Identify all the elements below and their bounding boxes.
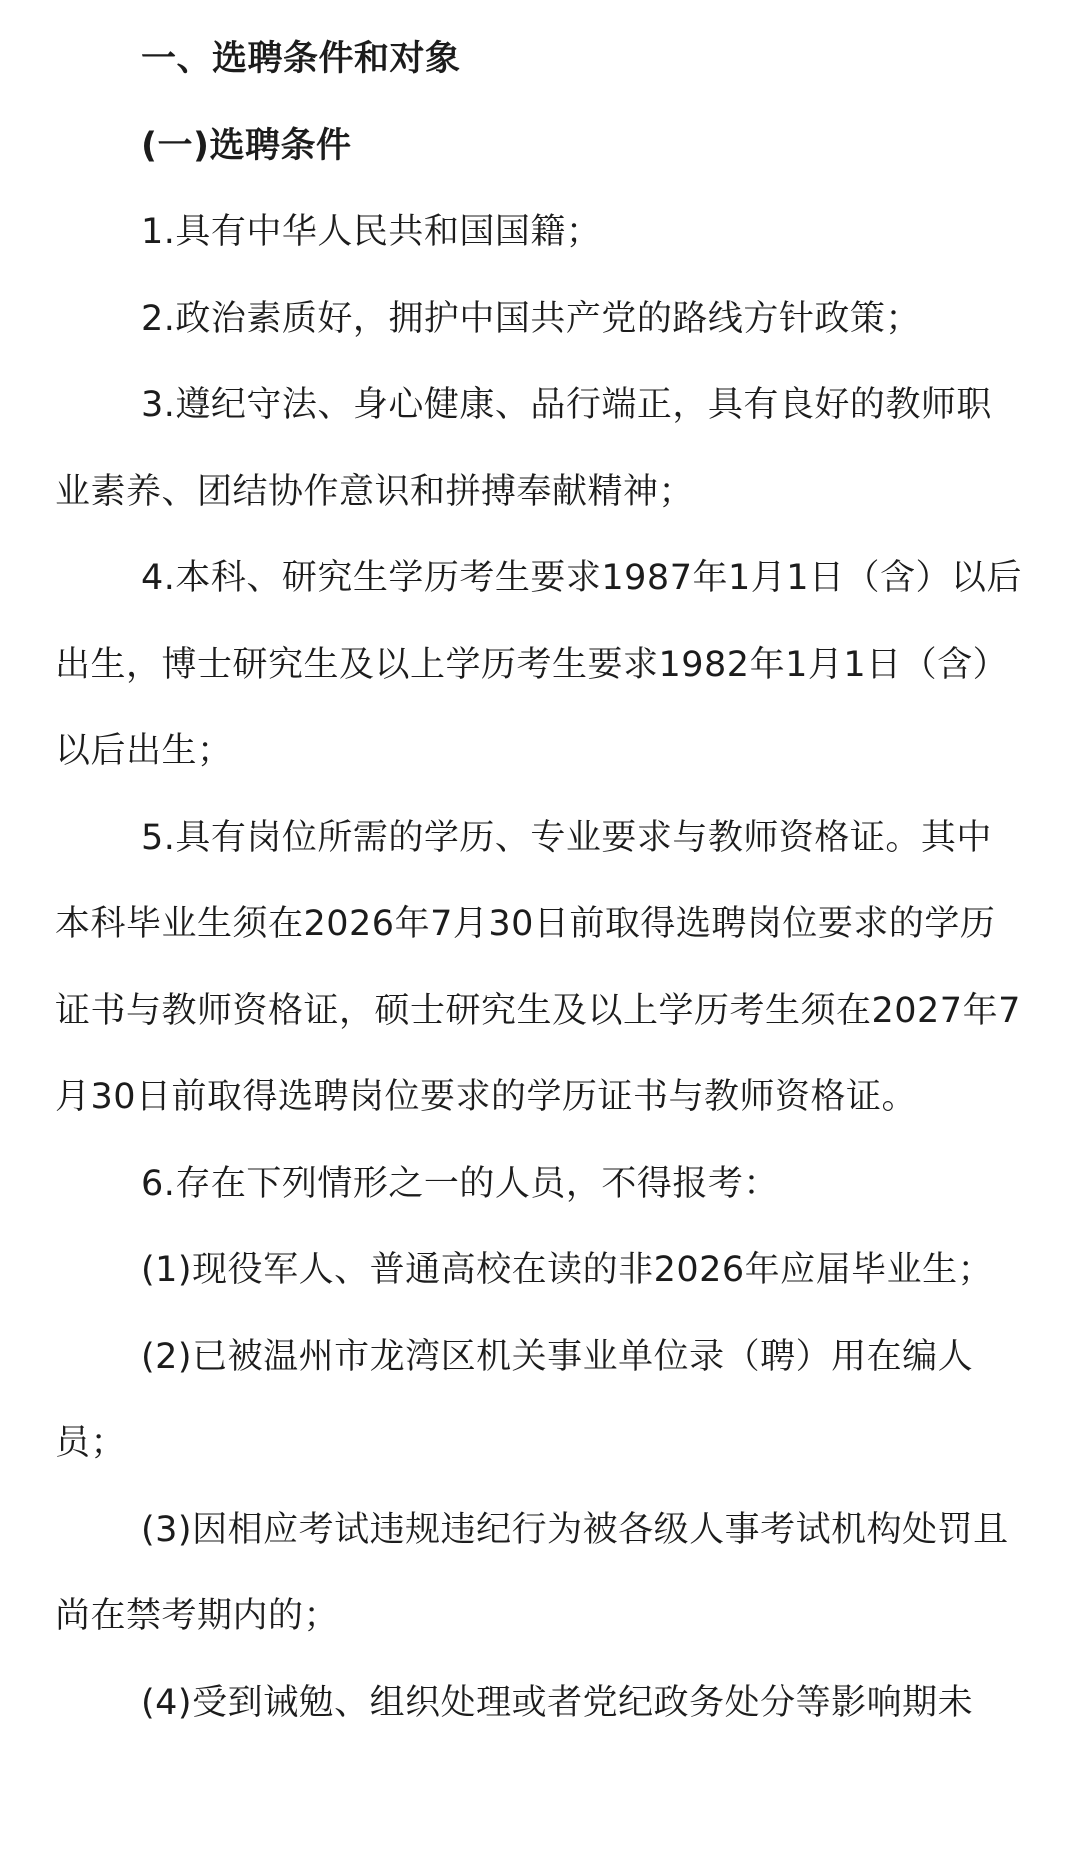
paragraph-condition-3: 3.遵纪守法、身心健康、品行端正，具有良好的教师职业素养、团结协作意识和拼搏奉献精神； — [55, 385, 992, 512]
paragraph-condition-2: 2.政治素质好，拥护中国共产党的路线方针政策； — [141, 298, 921, 339]
paragraph-exclusion-3: (3)因相应考试违规违纪行为被各级人事考试机构处罚且尚在禁考期内的； — [55, 1509, 1009, 1636]
paragraph-condition-1: 1.具有中华人民共和国国籍； — [141, 212, 602, 252]
subsection-heading: (一)选聘条件 — [141, 125, 352, 166]
paragraph-condition-5: 5.具有岗位所需的学历、专业要求与教师资格证。其中本科毕业生须在2026年7月30日前取得选聘岗位要求的学历证书与教师资格证，硕士研究生及以上学历考生须在2027年7月30日前取得选聘岗位要求的学历证书与教师资格证。 — [55, 817, 1021, 1117]
paragraph-condition-6: 6.存在下列情形之一的人员，不得报考： — [141, 1163, 779, 1204]
bottom-fade-edge — [0, 1848, 1080, 1870]
section-heading: 一、选聘条件和对象 — [141, 39, 461, 79]
paragraph-exclusion-4-partial: (4)受到诫勉、组织处理或者党纪政务处分等影响期未 — [141, 1682, 974, 1723]
article-body — [55, 16, 1025, 1746]
paragraph-exclusion-2: (2)已被温州市龙湾区机关事业单位录（聘）用在编人员； — [55, 1336, 974, 1463]
paragraph-condition-4: 4.本科、研究生学历考生要求1987年1月1日（含）以后出生，博士研究生及以上学历考生要求1982年1月1日（含）以后出生； — [55, 558, 1023, 771]
paragraph-exclusion-1: (1)现役军人、普通高校在读的非2026年应届毕业生； — [141, 1250, 994, 1290]
